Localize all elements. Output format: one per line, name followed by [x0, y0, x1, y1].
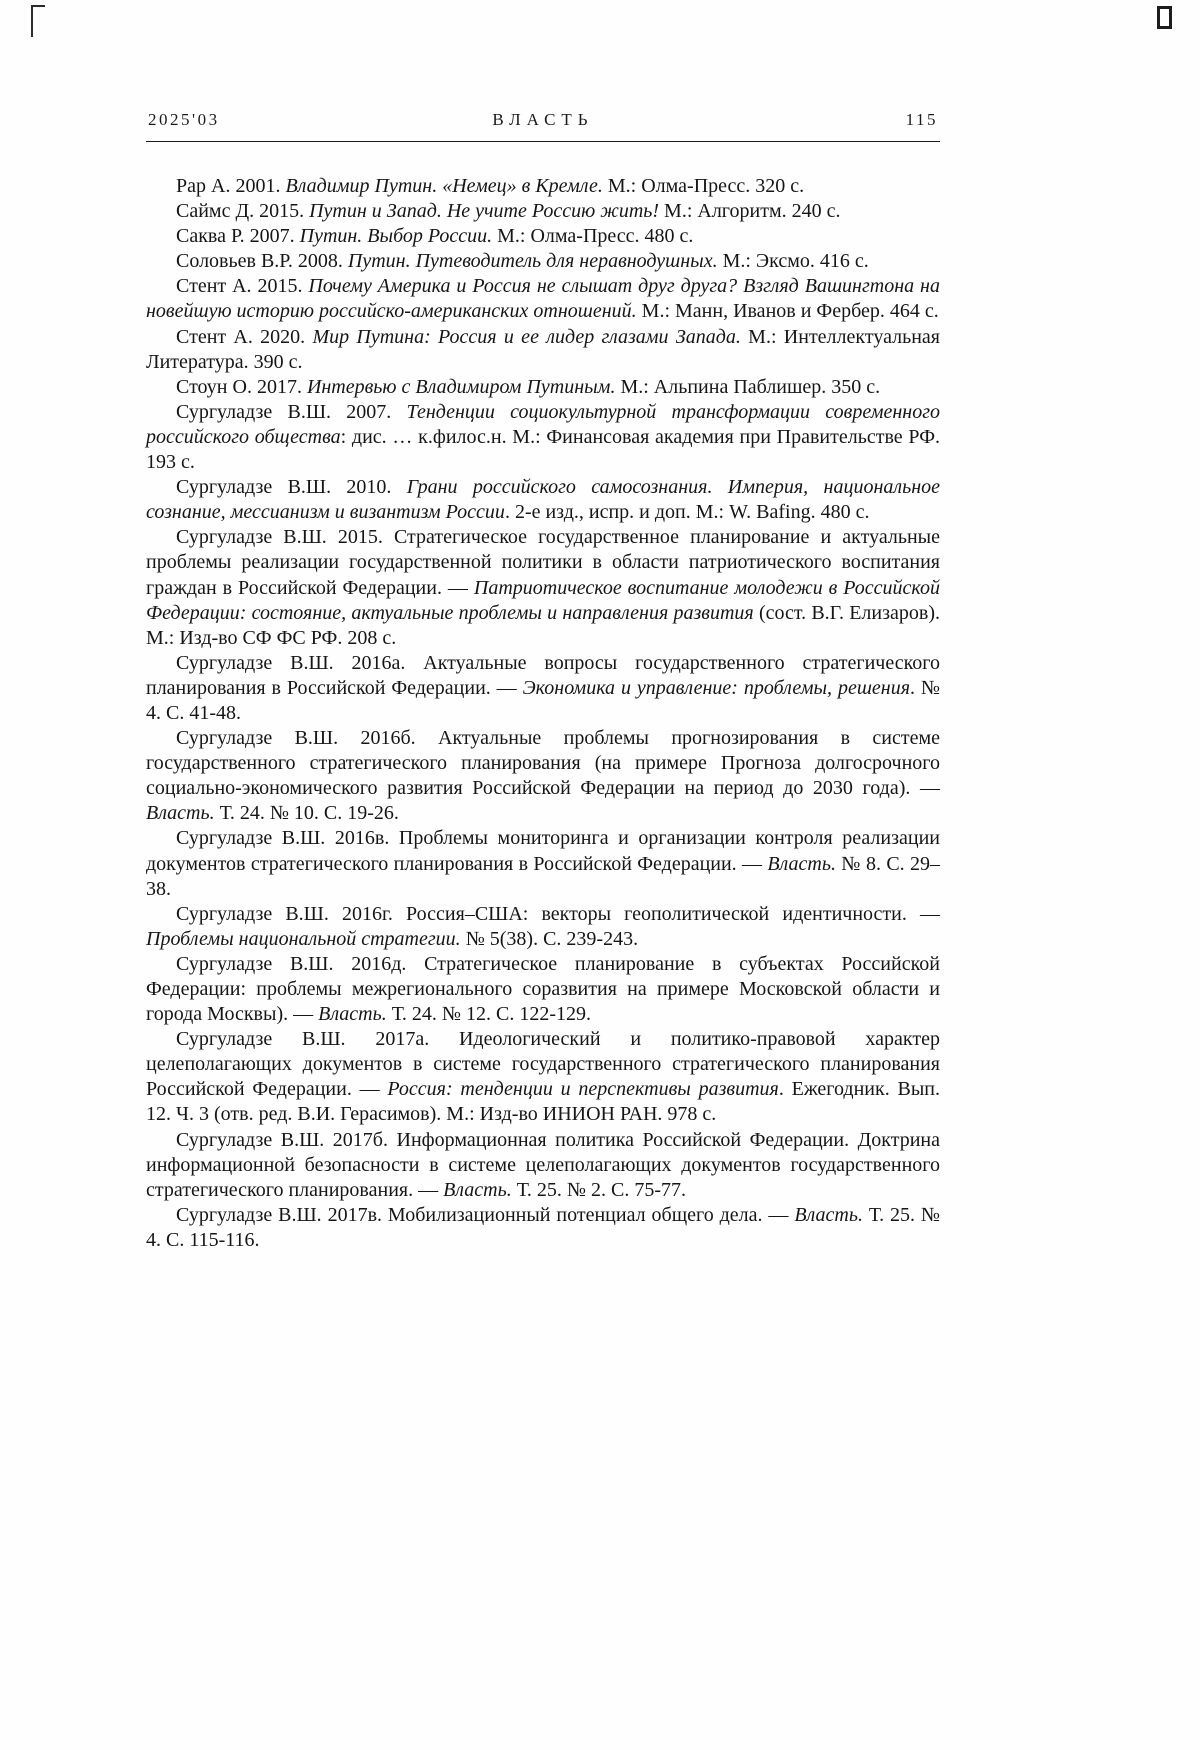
reference-entry: [146, 952, 940, 1027]
reference-plain-text: Сургуладзе В.Ш. 2017б. Информационная политика Российской Федерации. Доктрина информационной безопасности в системе целеполагающих документов государственного стратегического планирования. —: [146, 1128, 940, 1201]
reference-plain-text: . № 4. С. 41-48.: [146, 676, 941, 724]
reference-plain-text: М.: Альпина Паблишер. 350 с.: [615, 375, 881, 398]
reference-entry: [146, 174, 940, 199]
reference-plain-text: Саймс Д. 2015.: [176, 200, 310, 223]
references-list: [146, 174, 940, 1253]
reference-entry: [146, 199, 940, 224]
reference-italic-text: Тенденции социокультурной трансформации современного российского общества: [146, 400, 940, 448]
reference-plain-text: . 2-е изд., испр. и доп. М.: W. Bafing. 480 с.: [504, 501, 870, 524]
reference-plain-text: Стент А. 2015.: [176, 275, 309, 298]
reference-plain-text: М.: Олма-Пресс. 480 с.: [492, 225, 694, 248]
reference-italic-text: Путин. Путеводитель для неравнодушных.: [347, 250, 718, 273]
reference-plain-text: Сургуладзе В.Ш. 2015. Стратегическое государственное планирование и актуальные проблемы реализации государственной политики в области патриотического воспитания граждан в Российской Федерации. —: [146, 526, 940, 599]
reference-italic-text: Власть.: [443, 1178, 512, 1201]
reference-italic-text: Власть.: [318, 1003, 387, 1026]
reference-italic-text: Грани российского самосознания. Империя, национальное сознание, мессианизм и византизм России: [146, 476, 940, 524]
reference-plain-text: Сургуладзе В.Ш. 2016г. Россия–США: векторы геополитической идентичности. —: [176, 902, 940, 925]
reference-plain-text: № 5(38). С. 239-243.: [460, 927, 639, 950]
reference-plain-text: Т. 25. № 4. С. 115-116.: [146, 1203, 940, 1251]
journal-title: ВЛАСТЬ: [492, 110, 594, 129]
reference-entry: [146, 475, 940, 525]
reference-plain-text: Стент А. 2020.: [176, 325, 313, 348]
reference-italic-text: Власть.: [767, 852, 836, 875]
reference-italic-text: Почему Америка и Россия не слышат друг друга? Взгляд Вашингтона на новейшую историю российско-американских отношений.: [146, 275, 940, 323]
reference-plain-text: (сост. В.Г. Елизаров). М.: Изд-во СФ ФС РФ. 208 с.: [146, 601, 940, 649]
reference-plain-text: Саква Р. 2007.: [176, 225, 300, 248]
reference-plain-text: : дис. … к.филос.н. М.: Финансовая академия при Правительстве РФ. 193 с.: [146, 425, 940, 474]
reference-italic-text: Экономика и управление: проблемы, решения: [522, 676, 911, 699]
reference-plain-text: Стоун О. 2017.: [176, 375, 307, 398]
reference-entry: [146, 1027, 940, 1127]
reference-italic-text: Патриотическое воспитание молодежи в Российской Федерации: состояние, актуальные проблемы и направления развития: [146, 576, 940, 624]
reference-plain-text: М.: Олма-Пресс. 320 с.: [602, 175, 805, 197]
reference-entry: [146, 726, 940, 826]
reference-plain-text: Т. 24. № 12. С. 122-129.: [386, 1003, 592, 1026]
reference-plain-text: М.: Интеллектуальная Литература. 390 с.: [146, 325, 940, 373]
reference-entry: [146, 1128, 940, 1203]
page-content: [146, 110, 940, 1253]
reference-italic-text: Путин и Запад. Не учите Россию жить!: [309, 200, 660, 223]
reference-plain-text: Сургуладзе В.Ш. 2016б. Актуальные проблемы прогнозирования в системе государственного стратегического планирования (на примере Прогноза долгосрочного социально-экономического развития Российской Федерации на период до 2030 года). —: [146, 727, 940, 800]
reference-plain-text: Сургуладзе В.Ш. 2017а. Идеологический и политико-правовой характер целеполагающих документов в системе государственного стратегического планирования Российской Федерации. —: [146, 1028, 940, 1101]
reference-italic-text: Мир Путина: Россия и ее лидер глазами Запада.: [312, 325, 741, 348]
reference-plain-text: М.: Эксмо. 416 с.: [717, 250, 869, 273]
crop-mark-top-right-icon: [1157, 6, 1172, 29]
reference-italic-text: Путин. Выбор России.: [299, 225, 493, 248]
issue-number: 2025'03: [148, 110, 220, 129]
reference-entry: [146, 325, 940, 375]
reference-entry: [146, 651, 940, 726]
reference-plain-text: Сургуладзе В.Ш. 2010.: [176, 476, 407, 499]
reference-entry: [146, 375, 940, 400]
reference-plain-text: Сургуладзе В.Ш. 2016д. Стратегическое планирование в субъектах Российской Федерации: проблемы межрегионального соразвития на примере Московской области и города Москвы). —: [146, 952, 940, 1026]
reference-plain-text: М.: Манн, Иванов и Фербер. 464 с.: [636, 300, 939, 323]
reference-plain-text: Рар А. 2001.: [176, 175, 286, 197]
reference-plain-text: № 8. С. 29–38.: [146, 852, 941, 900]
reference-entry: [146, 400, 940, 475]
reference-entry: [146, 525, 940, 650]
reference-italic-text: Власть.: [146, 802, 215, 825]
reference-entry: [146, 902, 940, 952]
reference-entry: [146, 249, 940, 274]
reference-entry: [146, 826, 940, 901]
reference-entry: [146, 1203, 940, 1253]
reference-plain-text: Т. 24. № 10. С. 19-26.: [214, 802, 399, 825]
reference-plain-text: Сургуладзе В.Ш. 2007.: [176, 400, 407, 423]
reference-plain-text: Сургуладзе В.Ш. 2017в. Мобилизационный потенциал общего дела. —: [176, 1203, 795, 1226]
reference-plain-text: Сургуладзе В.Ш. 2016в. Проблемы мониторинга и организации контроля реализации документов стратегического планирования в Российской Федерации. —: [146, 827, 940, 875]
reference-plain-text: . Ежегодник. Вып. 12. Ч. 3 (отв. ред. В.И. Герасимов). М.: Изд-во ИНИОН РАН. 978 с.: [146, 1078, 940, 1126]
running-header: [146, 110, 940, 142]
reference-plain-text: М.: Алгоритм. 240 с.: [659, 200, 841, 223]
reference-italic-text: Интервью с Владимиром Путиным.: [306, 375, 616, 398]
reference-italic-text: Проблемы национальной стратегии.: [146, 927, 461, 950]
crop-mark-top-left-icon: [31, 5, 45, 37]
reference-italic-text: Россия: тенденции и перспективы развития: [387, 1078, 779, 1101]
page-number: 115: [905, 110, 938, 129]
reference-plain-text: Соловьев В.Р. 2008.: [176, 250, 348, 273]
reference-plain-text: Сургуладзе В.Ш. 2016а. Актуальные вопросы государственного стратегического планирования в Российской Федерации. —: [146, 651, 940, 699]
reference-italic-text: Власть.: [794, 1203, 863, 1226]
reference-italic-text: Владимир Путин. «Немец» в Кремле.: [285, 175, 603, 197]
reference-entry: [146, 224, 940, 249]
reference-plain-text: Т. 25. № 2. С. 75-77.: [511, 1178, 686, 1201]
reference-entry: [146, 274, 940, 324]
